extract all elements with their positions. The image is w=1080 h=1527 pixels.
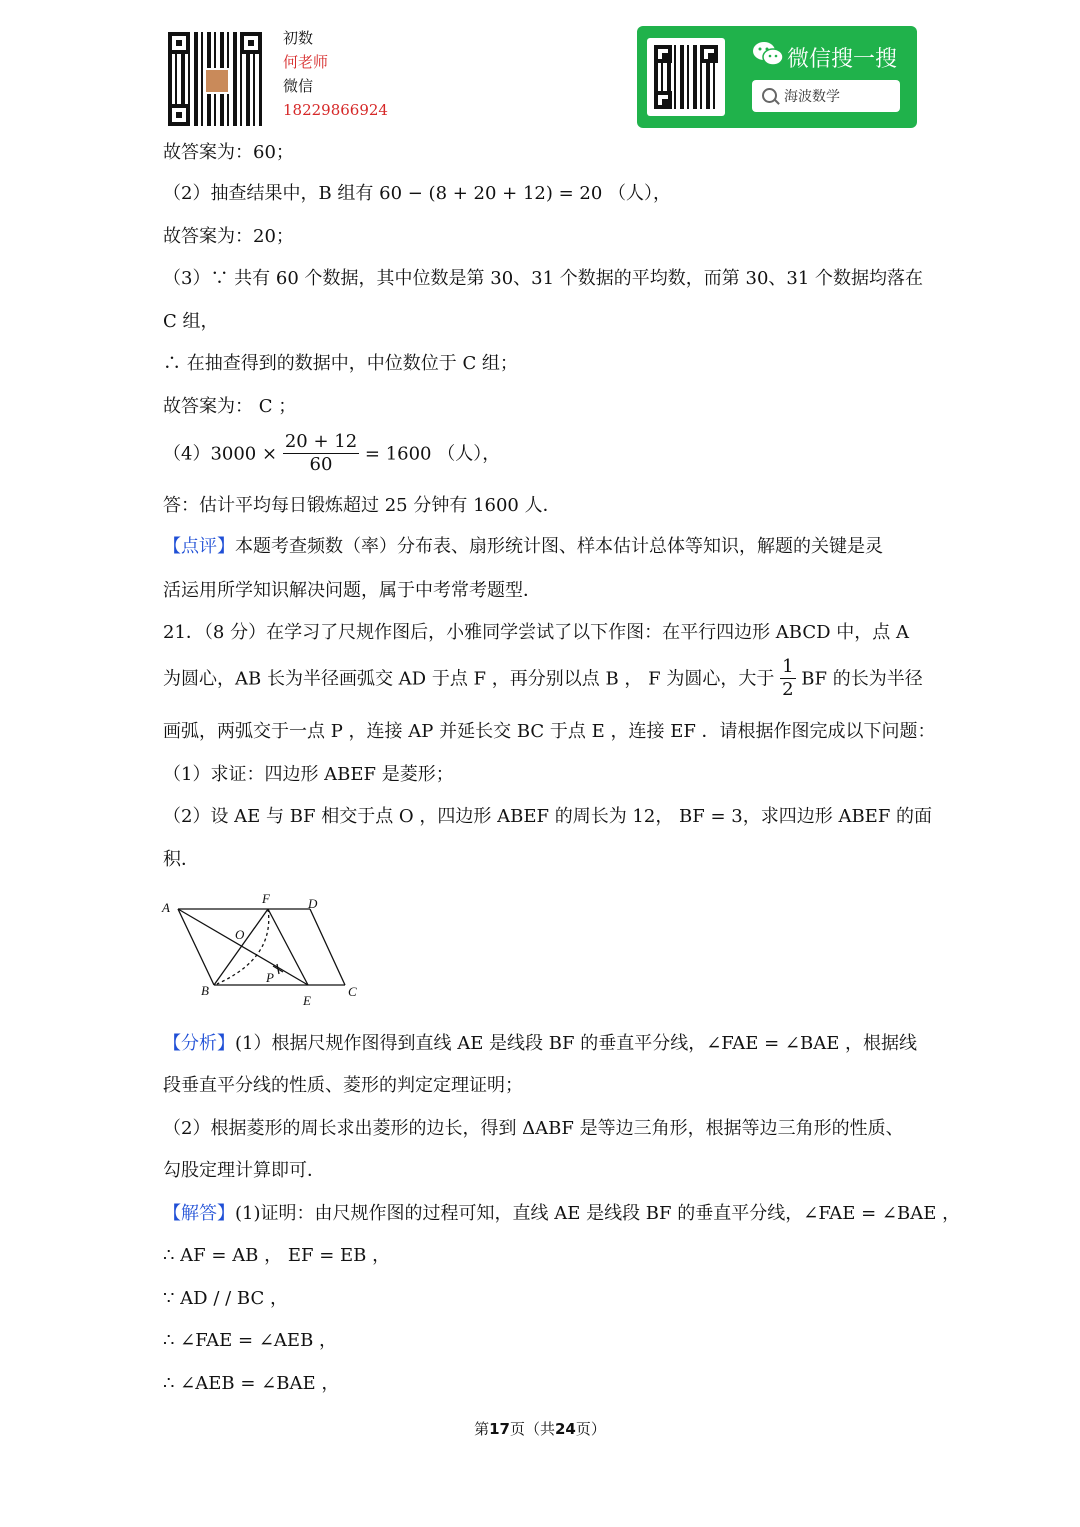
fraction-half (780, 656, 795, 701)
qr-finder-icon (654, 91, 672, 109)
solution-line: ∵ AD / / BC ， (163, 1288, 288, 1309)
text-line: （3）∵ 共有 60 个数据，其中位数是第 30、31 个数据的平均数，而第 30、31 个数据均落在 (163, 268, 924, 289)
question-21-line: （2）设 AE 与 BF 相交于点 O ，四边形 ABEF 的周长为 12， BF = 3，求四边形 ABEF 的面 (163, 806, 933, 827)
text-line: C 组， (163, 311, 219, 332)
point-label-C: C (348, 984, 357, 999)
solution-tag: 【解答】 (163, 1203, 235, 1224)
point-label-D: D (308, 896, 318, 911)
search-icon (762, 88, 777, 103)
solution-line: ∴ ∠FAE = ∠AEB ， (163, 1330, 338, 1351)
footer-suffix: 页） (575, 1420, 606, 1438)
wechat-search-card[interactable] (637, 26, 917, 128)
question-text: 为圆心，AB 长为半径画弧交 AD 于点 F ，再分别以点 B ， F 为圆心，大于 (163, 668, 775, 690)
page-total: 24 (555, 1420, 576, 1438)
fraction-denominator: 60 (309, 454, 333, 475)
analysis-line: 勾股定理计算即可． (163, 1160, 325, 1181)
calc-line (163, 432, 500, 477)
question-21-line: 画弧，两弧交于一点 P ，连接 AP 并延长交 BC 于点 E ，连接 EF ．请根据作图完成以下问题： (163, 721, 936, 742)
point-label-A: A (162, 900, 170, 915)
point-label-P: P (266, 970, 274, 985)
question-21-line: （1）求证：四边形 ABEF 是菱形； (163, 764, 454, 785)
contact-teacher: 何老师 (283, 53, 329, 71)
wechat-search-title: 微信搜一搜 (787, 47, 898, 72)
qr-code-pattern (654, 45, 718, 109)
contact-phone: 18229866924 (283, 101, 388, 119)
answer-line: 答：估计平均每日锻炼超过 25 分钟有 1600 人． (163, 495, 561, 516)
analysis-line: 段垂直平分线的性质、菱形的判定定理证明； (163, 1075, 523, 1096)
analysis-text: (1）根据尺规作图得到直线 AE 是线段 BF 的垂直平分线，∠FAE = ∠BAE ，根据线 (235, 1033, 918, 1054)
footer-prefix: 第 (474, 1420, 490, 1438)
point-label-O: O (235, 927, 245, 942)
solution-text: (1)证明：由尺规作图的过程可知，直线 AE 是线段 BF 的垂直平分线，∠FAE = ∠BAE ， (235, 1203, 961, 1224)
wechat-qr-code (647, 38, 725, 116)
review-line (163, 534, 883, 560)
wechat-search-box[interactable] (752, 80, 900, 112)
analysis-tag: 【分析】 (163, 1033, 235, 1054)
page-number: 17 (489, 1420, 510, 1438)
qr-finder-icon (654, 45, 672, 63)
contact-wechat-label: 微信 (283, 77, 314, 95)
calc-suffix: = 1600 （人）， (364, 443, 501, 465)
wechat-logo-icon (752, 40, 784, 68)
solution-line: ∴ AF = AB ， EF = EB ， (163, 1245, 391, 1266)
question-21-line: 积． (163, 849, 199, 870)
footer-mid: 页（共 (509, 1420, 555, 1438)
question-21-line (163, 657, 923, 702)
segment-AB (178, 909, 214, 985)
text-line: 故答案为： C ； (163, 396, 297, 417)
wechat-search-text: 海波数学 (784, 89, 840, 105)
qr-finder-icon (168, 32, 190, 54)
geometry-figure (155, 888, 375, 1010)
segment-BF (214, 909, 268, 985)
analysis-line: （2）根据菱形的周长求出菱形的边长，得到 ΔABF 是等边三角形，根据等边三角形的性质、 (163, 1118, 904, 1139)
question-text: BF 的长为半径 (801, 668, 923, 690)
review-text: 本题考查频数（率）分布表、扇形统计图、样本估计总体等知识，解题的关键是灵 (235, 536, 883, 557)
review-line-2: 活运用所学知识解决问题，属于中考常考题型． (163, 580, 541, 601)
text-line: ∴ 在抽查得到的数据中，中位数位于 C 组； (163, 353, 518, 374)
segment-DC (310, 909, 345, 985)
solution-line (163, 1201, 960, 1227)
review-tag: 【点评】 (163, 536, 235, 557)
calc-prefix: （4）3000 × (163, 443, 278, 465)
text-line: 故答案为：20； (163, 226, 294, 247)
point-label-B: B (201, 983, 209, 998)
point-label-F: F (262, 891, 270, 906)
solution-line: ∴ ∠AEB = ∠BAE ， (163, 1373, 340, 1394)
qr-finder-icon (168, 104, 190, 126)
qr-finder-icon (240, 32, 262, 54)
fraction (283, 431, 359, 476)
point-label-E: E (303, 993, 311, 1008)
analysis-line (163, 1031, 917, 1057)
question-21-line: 21．（8 分）在学习了尺规作图后，小雅同学尝试了以下作图：在平行四边形 ABCD 中，点 A (163, 622, 910, 643)
text-line: 故答案为：60； (163, 142, 294, 163)
avatar (204, 68, 230, 94)
qr-finder-icon (700, 45, 718, 63)
qr-code-left (168, 32, 262, 126)
fraction-numerator: 20 + 12 (284, 431, 358, 452)
contact-subject: 初数 (283, 29, 314, 47)
fraction-numerator: 1 (782, 656, 794, 677)
fraction-denominator: 2 (782, 679, 794, 700)
page-footer (0, 1418, 1080, 1439)
text-line: （2）抽查结果中，B 组有 60 − (8 + 20 + 12) = 20 （人）， (163, 183, 672, 204)
